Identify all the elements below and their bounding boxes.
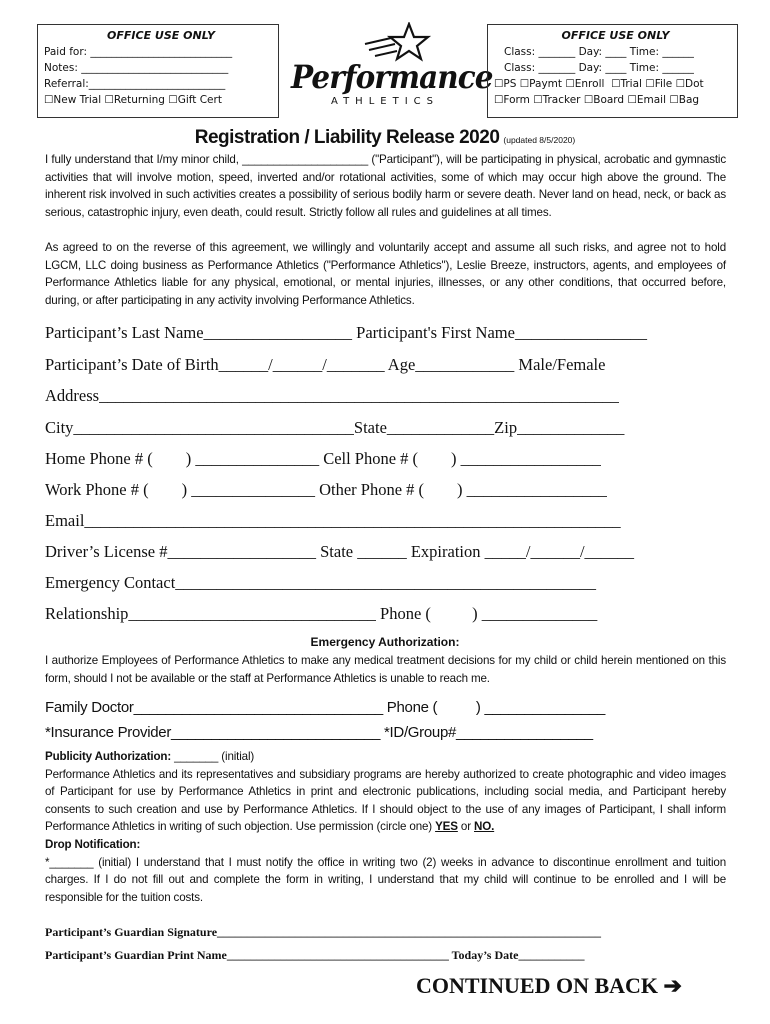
office-line-trial-type[interactable]: ☐New Trial ☐Returning ☐Gift Cert — [44, 94, 222, 106]
logo-script-text: Performance — [291, 58, 493, 96]
emergency-heading: Emergency Authorization: — [310, 635, 460, 649]
field-relationship-phone[interactable]: Relationship______________________________ Phone ( ) ______________ — [45, 604, 598, 623]
field-participant-name[interactable]: Participant’s Last Name__________________ Participant's First Name________________ — [45, 323, 647, 342]
field-email[interactable]: Email_________________________________________________________________ — [45, 511, 621, 530]
office-line-class-1[interactable]: Class: _______ Day: ____ Time: ______ — [504, 46, 694, 58]
publicity-or: or — [457, 820, 474, 834]
office-line-checkboxes-1[interactable]: ☐PS ☐Paymt ☐Enroll ☐Trial ☐File ☐Dot — [494, 78, 704, 90]
field-insurance-provider[interactable]: *Insurance Provider__________________________ *ID/Group#_________________ — [45, 724, 593, 741]
office-line-notes[interactable]: Notes: ____________________________ — [44, 62, 229, 74]
continued-on-back: CONTINUED ON BACK ➔ — [416, 973, 682, 998]
publicity-text: Performance Athletics and its representatives and subsidiary programs are hereby authorized to create photographic and video images of Participant for use by Performance Athletics in print and electronic publications, including social media, and Participant hereby consents to such creation and use by Performance Athletics. If I should object to the use of any images of Participant, I shall inform Performance Athletics in writing of such objection. Use permission (circle one) — [45, 767, 726, 834]
office-use-box-right — [487, 24, 738, 118]
publicity-no-option[interactable]: NO. — [474, 820, 495, 834]
field-city-state-zip[interactable]: City__________________________________State_____________Zip_____________ — [45, 418, 625, 437]
field-address[interactable]: Address_______________________________________________________________ — [45, 386, 619, 405]
office-use-box-left — [37, 24, 279, 118]
intro-paragraph-2: As agreed to on the reverse of this agreement, we willingly and voluntarily accept and assume all such risks, and agree not to hold LGCM, LLC doing business as Performance Athletics ("Performance Athletics"), Leslie Breeze, instructors, agents, and employees of Performance Athletics liable for any physical, emotional, or mental injuries, illnesses, or any other conditions, that occurred before, during, or after participating in any activity involving Performance Athletics. — [45, 241, 726, 307]
office-line-paid[interactable]: Paid for: ___________________________ — [44, 46, 233, 58]
field-drivers-license[interactable]: Driver’s License #__________________ State ______ Expiration _____/______/______ — [45, 542, 635, 561]
publicity-heading: Publicity Authorization: — [45, 750, 172, 763]
drop-text[interactable]: *_______ (initial) I understand that I must notify the office in writing two (2) weeks in advance to discontinue enrollment and tuition charges. If I do not fill out and complete the form in writing, I understand that my child will continue to be enrolled and I will be responsible for the tuition costs. — [45, 855, 726, 904]
emergency-text: I authorize Employees of Performance Athletics to make any medical treatment decisions for my child or child herein mentioned on this form, should I not be available or the staff at Performance Athletics is unable to reach me. — [45, 654, 726, 685]
publicity-yes-option[interactable]: YES — [435, 820, 458, 834]
field-family-doctor[interactable]: Family Doctor_______________________________ Phone ( ) _______________ — [45, 699, 606, 716]
logo-subtext: ATHLETICS — [331, 96, 439, 107]
field-emergency-contact[interactable]: Emergency Contact___________________________________________________ — [45, 573, 597, 592]
office-use-title: OFFICE USE ONLY — [107, 29, 215, 42]
office-line-class-2[interactable]: Class: _______ Day: ____ Time: ______ — [504, 62, 694, 74]
office-line-referral[interactable]: Referral:__________________________ — [44, 78, 226, 90]
star-logo-icon — [357, 22, 437, 62]
guardian-print-name-line[interactable]: Participant’s Guardian Print Name_____________________________________ Today’s Date___________ — [45, 948, 585, 962]
intro-paragraph-1: I fully understand that I/my minor child, ____________________ ("Participant"), will be participating in physical, acrobatic and gymnastic activities that will involve motion, speed, inverted and/or rotational activities, some of which may occur high above the ground. The inherent risk involved in such activities creates a possibility of serious bodily harm or severe death. Never land on head, neck, or back as serious, catastrophic injury, even death, could result. Strictly follow all rules and guidelines at all times. — [45, 153, 726, 219]
page-title — [0, 127, 770, 149]
publicity-initial-field[interactable]: _______ (initial) — [171, 750, 255, 763]
office-line-checkboxes-2[interactable]: ☐Form ☐Tracker ☐Board ☐Email ☐Bag — [494, 94, 700, 106]
field-work-other-phone[interactable]: Work Phone # ( ) _______________ Other Phone # ( ) _________________ — [45, 480, 607, 499]
office-use-title: OFFICE USE ONLY — [561, 29, 670, 42]
drop-heading: Drop Notification: — [45, 837, 141, 851]
field-home-cell-phone[interactable]: Home Phone # ( ) _______________ Cell Phone # ( ) _________________ — [45, 449, 601, 468]
title-text: Registration / Liability Release 2020 — [194, 127, 500, 148]
performance-athletics-logo — [287, 22, 493, 118]
guardian-signature-line[interactable]: Participant’s Guardian Signature________________________________________________________________ — [45, 925, 602, 939]
publicity-section — [45, 748, 726, 906]
updated-date: (updated 8/5/2020) — [503, 135, 576, 145]
field-date-of-birth[interactable]: Participant’s Date of Birth______/______/_______ Age____________ Male/Female — [45, 355, 606, 374]
